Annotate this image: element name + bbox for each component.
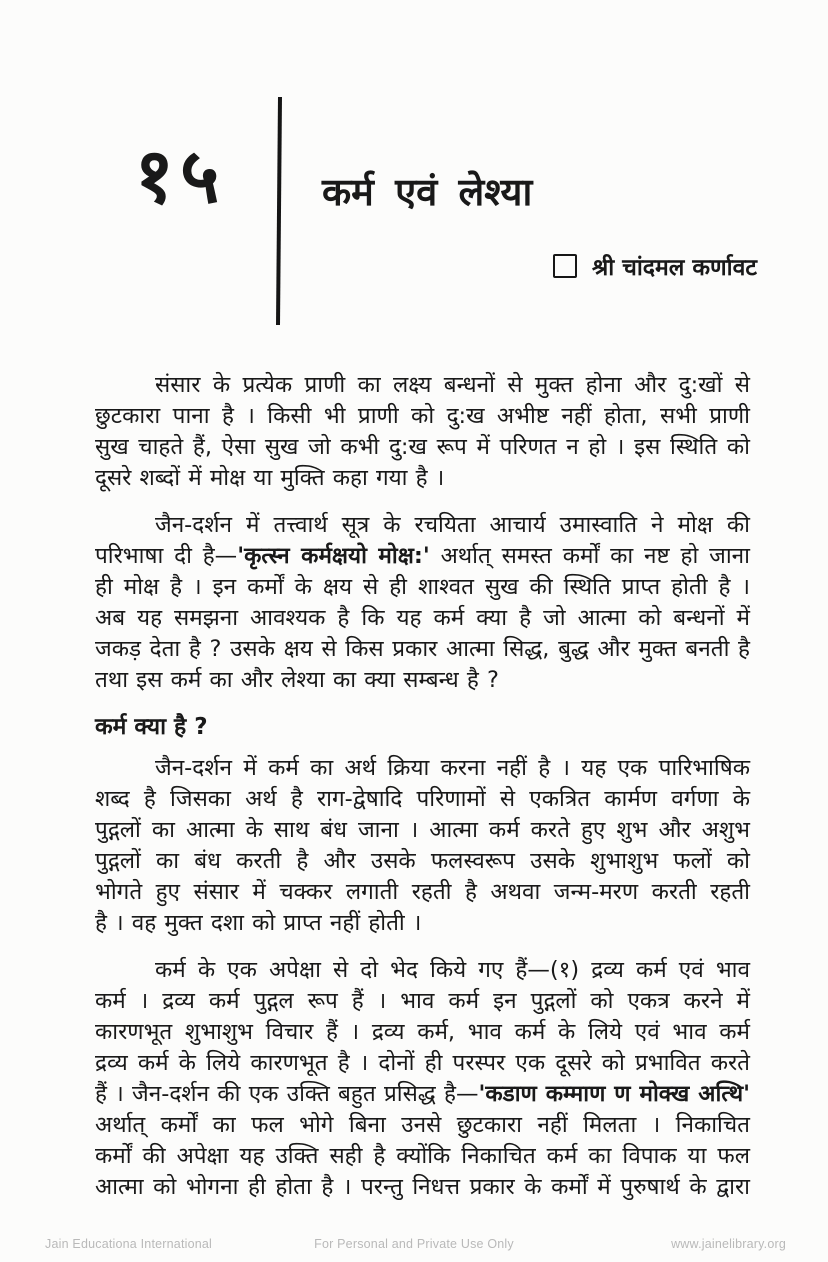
text-line: परिभाषा दी है—'कृत्स्न कर्मक्षयो मोक्ष:' अर्थात् समस्त कर्मों का नष्ट हो जाना: [95, 543, 750, 569]
text-line: कर्म । द्रव्य कर्म पुद्गल रूप हैं । भाव कर्म इन पुद्गलों को एकत्र करने में: [95, 988, 750, 1014]
text-line: कर्मों की अपेक्षा यह उक्ति सही है क्योंकि निकाचित कर्म का विपाक या फल: [95, 1143, 750, 1169]
text-line: जैन-दर्शन में तत्त्वार्थ सूत्र के रचयिता आचार्य उमास्वाति ने मोक्ष की: [155, 512, 750, 538]
text-line: कारणभूत शुभाशुभ विचार हैं । द्रव्य कर्म, भाव कर्म के लिये एवं भाव कर्म: [95, 1019, 750, 1045]
text-line: छुटकारा पाना है । किसी भी प्राणी को दु:ख अभीष्ट नहीं होता, सभी प्राणी: [95, 403, 750, 429]
text-line: द्रव्य कर्म के लिये कारणभूत है । दोनों ही परस्पर एक दूसरे को प्रभावित करते: [95, 1050, 750, 1076]
checkbox-square-icon: [553, 254, 577, 278]
section-heading: कर्म क्या है ?: [95, 714, 208, 740]
text-line: अर्थात् कर्मों का फल भोगे बिना उनसे छुटकारा नहीं मिलता । निकाचित: [95, 1112, 750, 1138]
text-line: तथा इस कर्म का और लेश्या का क्या सम्बन्ध है ?: [95, 667, 499, 693]
text-line: पुद्गलों का बंध करती है और उसके फलस्वरूप उसके शुभाशुभ फलों को: [95, 848, 750, 874]
content-blocks: [95, 370, 750, 1219]
author-name: श्री चांदमल कर्णावट: [591, 255, 757, 281]
text-line: जकड़ देता है ? उसके क्षय से किस प्रकार आत्मा सिद्ध, बुद्ध और मुक्त बनती है: [95, 636, 750, 662]
paragraph: [95, 370, 750, 494]
footer-publisher: Jain Educationa International: [45, 1237, 213, 1251]
paragraph: [95, 753, 750, 939]
text-line: हैं । जैन-दर्शन की एक उक्ति बहुत प्रसिद्ध है—'कडाण कम्माण ण मोक्ख अत्थि': [95, 1081, 750, 1107]
text-line: पुद्गलों का आत्मा के साथ बंध जाना । आत्मा कर्म करते हुए शुभ और अशुभ: [95, 817, 750, 843]
text-line: भोगते हुए संसार में चक्कर लगाती रहती है अथवा जन्म-मरण करती रहती: [95, 879, 750, 905]
text-line: शब्द है जिसका अर्थ है राग-द्वेषादि परिणामों से एकत्रित कार्मण वर्गणा के: [95, 786, 750, 812]
footer-website: www.jainelibrary.org: [671, 1237, 786, 1251]
text-line: जैन-दर्शन में कर्म का अर्थ क्रिया करना नहीं है । यह एक पारिभाषिक: [155, 755, 750, 781]
header-vertical-rule: [276, 97, 282, 325]
text-line: संसार के प्रत्येक प्राणी का लक्ष्य बन्धनों से मुक्त होना और दु:खों से: [155, 372, 750, 398]
footer-usage-note: For Personal and Private Use Only: [314, 1237, 514, 1251]
text-line: आत्मा को भोगना ही होता है । परन्तु निधत्त प्रकार के कर्मों में पुरुषार्थ के द्वारा: [95, 1174, 750, 1200]
text-line: कर्म के एक अपेक्षा से दो भेद किये गए हैं—(१) द्रव्य कर्म एवं भाव: [155, 957, 750, 983]
text-line: अब यह समझना आवश्यक है कि यह कर्म क्या है जो आत्मा को बन्धनों में: [95, 605, 750, 631]
chapter-title: कर्म एवं लेश्या: [322, 170, 533, 214]
text-line: दूसरे शब्दों में मोक्ष या मुक्ति कहा गया है ।: [95, 465, 445, 491]
text-line: ही मोक्ष है । इन कर्मों के क्षय से ही शाश्वत सुख की स्थिति प्राप्त होती है ।: [95, 574, 750, 600]
paragraph: [95, 510, 750, 696]
chapter-number: १५: [134, 131, 226, 220]
text-line: है । वह मुक्त दशा को प्राप्त नहीं होती ।: [95, 910, 422, 936]
author-line: [553, 250, 757, 282]
text-line: सुख चाहते हैं, ऐसा सुख जो कभी दु:ख रूप में परिणत न हो । इस स्थिति को: [95, 434, 750, 460]
paragraph: [95, 955, 750, 1203]
